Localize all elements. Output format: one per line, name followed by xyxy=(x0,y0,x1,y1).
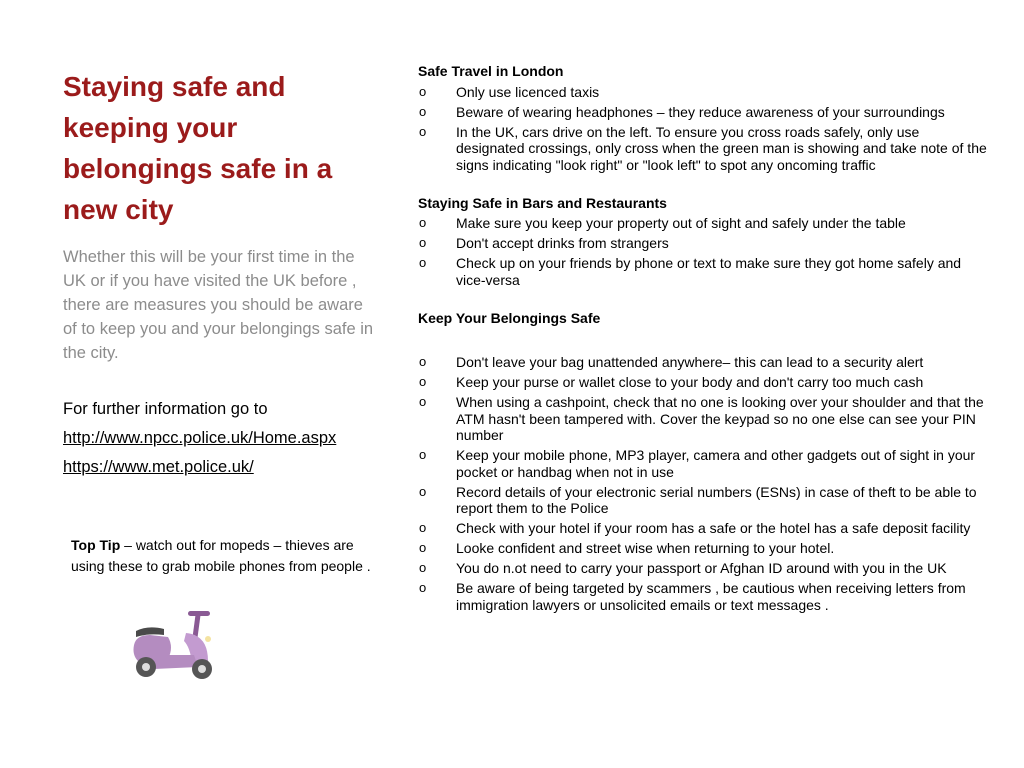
list-item: o Record details of your electronic serial numbers (ESNs) in case of theft to be able to report them to the Police xyxy=(419,483,977,516)
list-item: o Make sure you keep your property out of sight and safely under the table xyxy=(419,215,906,231)
list-item: o Be aware of being targeted by scammers , be cautious when receiving letters from immigration lawyers or unsolicited emails or text messages . xyxy=(419,580,966,613)
list-item: o Don't accept drinks from strangers xyxy=(419,235,669,251)
bullet-marker: o xyxy=(419,255,427,270)
list-item: o Looke confident and street wise when returning to your hotel. xyxy=(419,540,835,556)
bullet-marker: o xyxy=(419,354,427,369)
bullet-marker: o xyxy=(419,215,427,230)
bullet-marker: o xyxy=(419,580,427,595)
met-police-link[interactable]: https://www.met.police.uk/ xyxy=(63,458,254,476)
section-belongings xyxy=(418,310,988,614)
bullet-marker: o xyxy=(419,540,427,555)
scooter-icon xyxy=(128,605,220,683)
list-item: o In the UK, cars drive on the left. To ensure you cross roads safely, only use designated crossings, only cross when the green man is showing and take note of the signs indicating "look right" or "look left" to spot any oncoming traffic xyxy=(419,123,987,173)
bullet-marker: o xyxy=(419,103,427,119)
section-title: Staying Safe in Bars and Restaurants xyxy=(418,194,667,211)
bullet-marker: o xyxy=(419,394,427,409)
npcc-link[interactable]: http://www.npcc.police.uk/Home.aspx xyxy=(63,429,337,447)
further-info-label: For further information go to xyxy=(63,400,268,418)
top-tip-text: – watch out for mopeds – thieves are using these to grab mobile phones from people . xyxy=(71,537,371,574)
list-item: o Don't leave your bag unattended anywhere– this can lead to a security alert xyxy=(419,354,924,370)
bullet-marker: o xyxy=(419,447,427,462)
list-item: o Only use licenced taxis xyxy=(419,83,600,100)
section-bars-restaurants xyxy=(418,195,988,289)
safety-tips xyxy=(418,63,988,617)
bullet-marker: o xyxy=(419,483,427,499)
list-item: o Keep your mobile phone, MP3 player, camera and other gadgets out of sight in your pocket or handbag when not in use xyxy=(419,447,976,480)
bullet-marker: o xyxy=(419,520,427,535)
bullet-marker: o xyxy=(419,560,427,575)
section-title: Safe Travel in London xyxy=(418,63,564,79)
list-item: o Beware of wearing headphones – they reduce awareness of your surroundings xyxy=(419,103,945,120)
bullet-marker: o xyxy=(419,235,427,250)
section-title: Keep Your Belongings Safe xyxy=(418,309,601,326)
list-item: o Keep your purse or wallet close to your body and don't carry too much cash xyxy=(419,374,924,390)
further-info xyxy=(63,397,393,479)
list-item: o When using a cashpoint, check that no one is looking over your shoulder and that the ATM hasn't been tampered with. Cover the keypad so no one else can see your PIN number xyxy=(419,394,984,443)
intro-text: Whether this will be your first time in the UK or if you have visited the UK before , there are measures you should be aware of to keep you and your belongings safe in the city. xyxy=(63,248,374,362)
top-tip xyxy=(71,535,371,576)
bullet-marker: o xyxy=(419,83,427,99)
list-item: o Check up on your friends by phone or text to make sure they got home safely and vice-versa xyxy=(419,255,962,288)
bullet-marker: o xyxy=(419,374,427,389)
section-safe-travel xyxy=(418,63,988,173)
page-title: Staying safe and keeping your belongings safe in a new city xyxy=(63,71,333,225)
list-item: o You do n.ot need to carry your passport or Afghan ID around with you in the UK xyxy=(419,560,947,576)
top-tip-label: Top Tip xyxy=(71,537,121,553)
list-item: o Check with your hotel if your room has a safe or the hotel has a safe deposit facility xyxy=(419,520,971,536)
bullet-marker: o xyxy=(419,123,427,139)
